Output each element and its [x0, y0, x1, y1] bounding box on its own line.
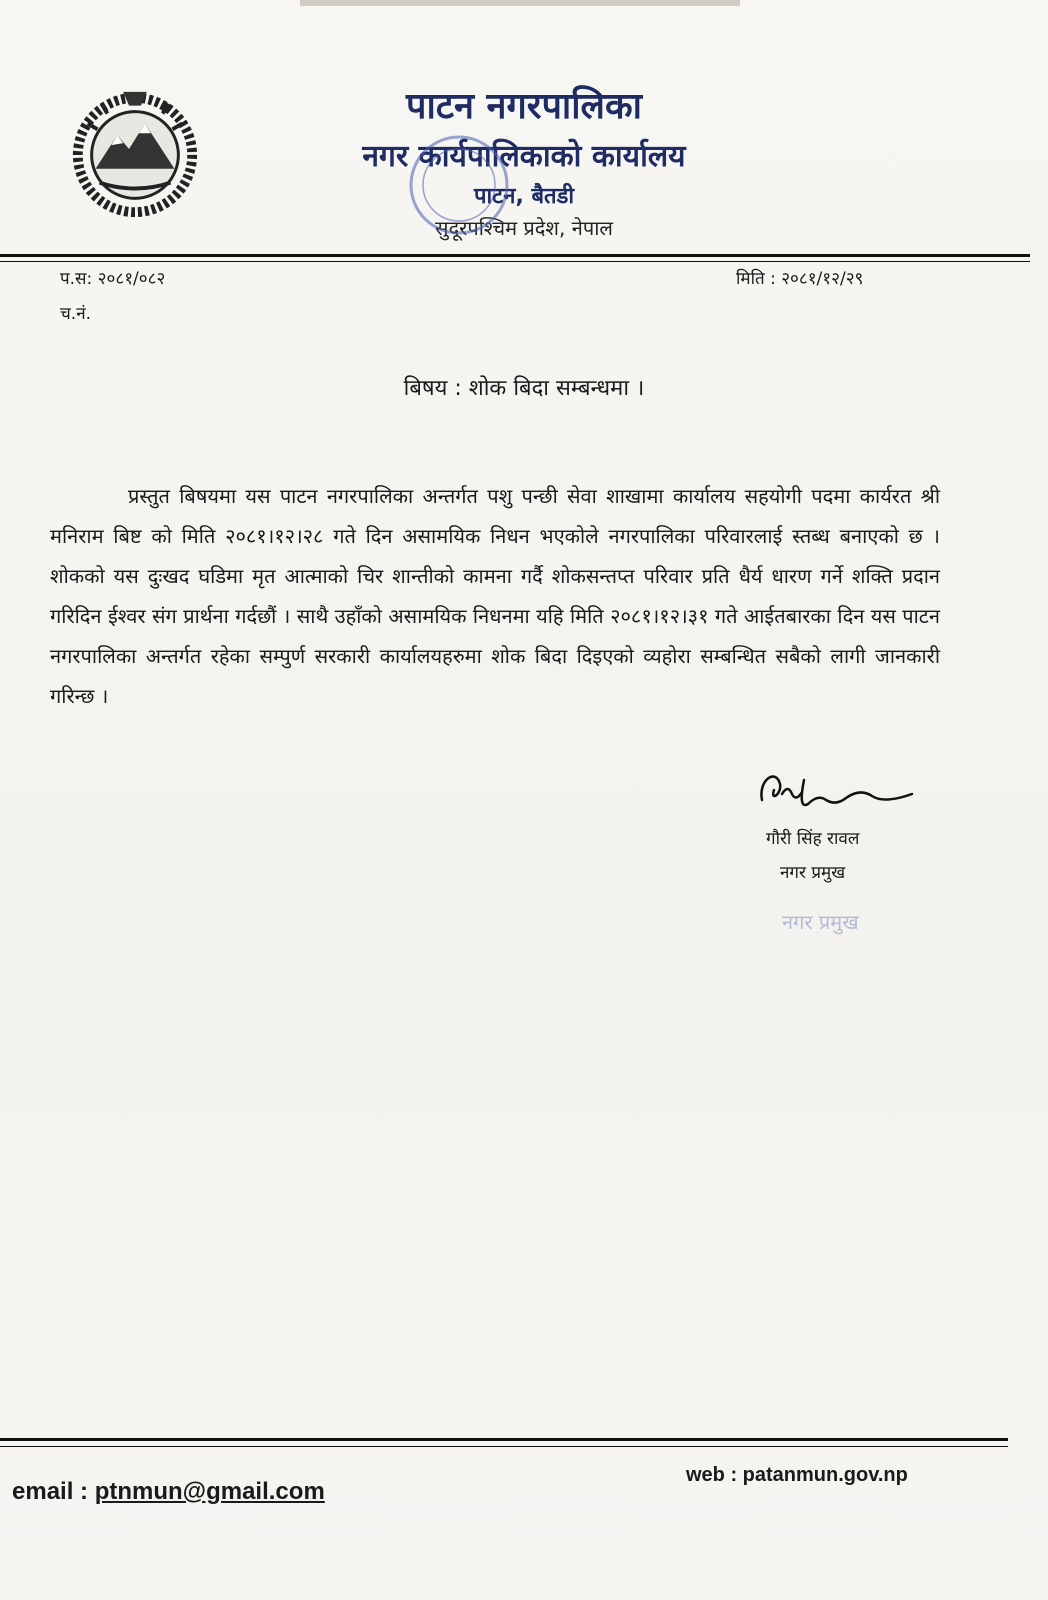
letter-body: प्रस्तुत बिषयमा यस पाटन नगरपालिका अन्तर्गत पशु पन्छी सेवा शाखामा कार्यालय सहयोगी पदमा कार्यरत श्री मनिराम बिष्ट को मिति २०८१।१२।२८ गते दिन असामयिक निधन भएकोले नगरपालिका परिवारलाई स्तब्ध बनाएको छ । शोकको यस दुःखद घडिमा मृत आत्माको चिर शान्तीको कामना गर्दै शोकसन्तप्त परिवार प्रति धैर्य धारण गर्ने शक्ति प्रदान गरिदिन ईश्वर संग प्रार्थना गर्दछौं । साथै उहाँको असामयिक निधनमा यहि मिति २०८१।१२।३१ गते आईतबारका दिन यस पाटन नगरपालिका अन्तर्गत रहेका सम्पुर्ण सरकारी कार्यालयहरुमा शोक बिदा दिइएको व्यहोरा सम्बन्धित सबैको लागी जानकारी गरिन्छ । — [50, 484, 941, 708]
header-rule-thin — [0, 261, 1030, 262]
footer-rule-thin — [0, 1446, 1008, 1447]
email-link[interactable]: ptnmun@gmail.com — [94, 1478, 325, 1505]
seal-stamp: नगर प्रमुख — [782, 910, 859, 934]
office-location: पाटन, बैतडी — [473, 184, 575, 209]
reference-block — [60, 266, 165, 336]
header-rule — [0, 254, 1030, 257]
letter-date: मिति : २०८१/१२/२९ — [736, 269, 864, 289]
reference-ps: प.स: २०८१/०८२ — [60, 269, 166, 289]
signatory-title: नगर प्रमुख — [780, 863, 846, 883]
scan-edge — [300, 0, 740, 6]
signature-icon — [752, 760, 932, 830]
reference-chn: च.नं. — [60, 304, 92, 324]
signatory-name: गौरी सिंह रावल — [766, 829, 860, 849]
footer-email — [12, 1478, 325, 1506]
office-stamp-icon — [404, 130, 514, 240]
letter-subject: बिषय : शोक बिदा सम्बन्धमा । — [403, 376, 645, 401]
email-label: email : — [12, 1478, 95, 1505]
office-province: सुदूरपश्चिम प्रदेश, नेपाल — [435, 216, 613, 240]
footer-rule — [0, 1438, 1008, 1441]
municipality-name: पाटन नगरपालिका — [406, 86, 642, 127]
footer-web[interactable]: web : patanmun.gov.np — [686, 1464, 908, 1486]
office-name: नगर कार्यपालिकाको कार्यालय — [362, 139, 686, 174]
